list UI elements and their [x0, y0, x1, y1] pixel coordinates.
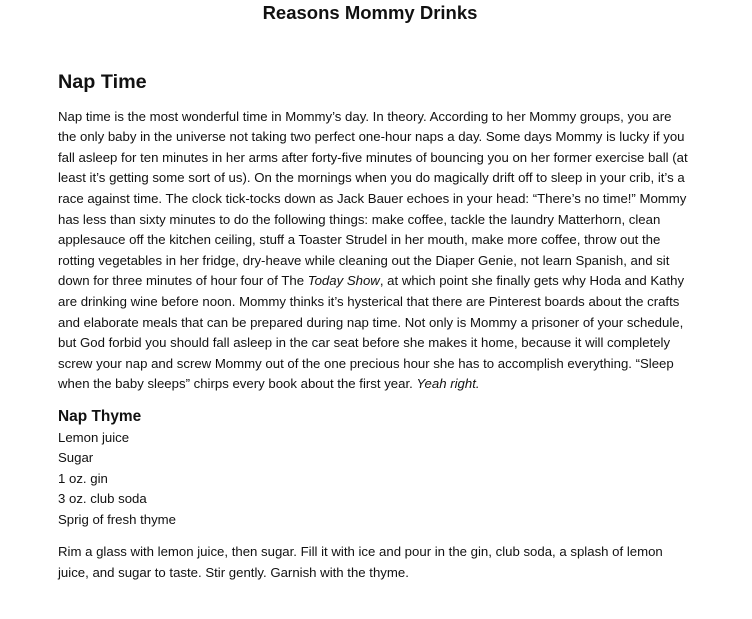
recipe-name: Nap Thyme	[58, 407, 142, 425]
document-body	[58, 72, 688, 584]
paragraph-text-part-2: , at which point she finally gets why Hoda and Kathy are drinking wine before noon. Mommy thinks it’s hysterical that there are Pinterest boards about the crafts and elaborate meals that can be prepared during nap time. Not only is Mommy a prisoner of your schedule, but God forbid you should fall asleep in the car seat before she makes it home, because it will completely screw your nap and screw Mommy out of the one precious hour she has to accomplish everything. “Sleep when the baby sleeps” chirps every book about the first year.	[58, 273, 685, 392]
ingredient-item: 3 oz. club soda	[58, 491, 147, 507]
ingredient-item: Lemon juice	[58, 429, 130, 445]
ingredient-item: Sprig of fresh thyme	[58, 511, 177, 527]
page-title: Reasons Mommy Drinks	[262, 2, 478, 23]
nap-time-paragraph	[58, 107, 688, 395]
paragraph-text-part-1: Nap time is the most wonderful time in Mommy’s day. In theory. According to her Mommy groups, you are the only baby in the universe not taking two perfect one-hour naps a day. Some days Mommy is lucky if you fall asleep for ten minutes in her arms after forty-five minutes of bouncing you on her former exercise ball (at least it’s getting some sort of us). On the mornings when you do magically drift off to sleep in your crib, it’s a race against time. The clock tick-tocks down as Jack Bauer echoes in your head: “There’s no time!” Mommy has less than sixty minutes to do the following things: make coffee, tackle the laundry Matterhorn, clean applesauce off the kitchen ceiling, stuff a Toaster Strudel in her mouth, make more coffee, throw out the rotting vegetables in her fridge, dry-heave while cleaning out the Diaper Genie, not learn Spanish, and sit down for three minutes of hour four of The	[58, 108, 688, 289]
ingredient-list	[58, 428, 688, 531]
closing-remark: Yeah right.	[416, 376, 480, 392]
ingredient-item: 1 oz. gin	[58, 470, 108, 486]
section-heading-nap-time: Nap Time	[58, 71, 147, 93]
show-title: Today Show	[307, 273, 380, 289]
recipe-instructions: Rim a glass with lemon juice, then sugar. Fill it with ice and pour in the gin, club soda, a splash of lemon juice, and sugar to taste. Stir gently. Garnish with the thyme.	[58, 544, 663, 581]
ingredient-item: Sugar	[58, 450, 94, 466]
